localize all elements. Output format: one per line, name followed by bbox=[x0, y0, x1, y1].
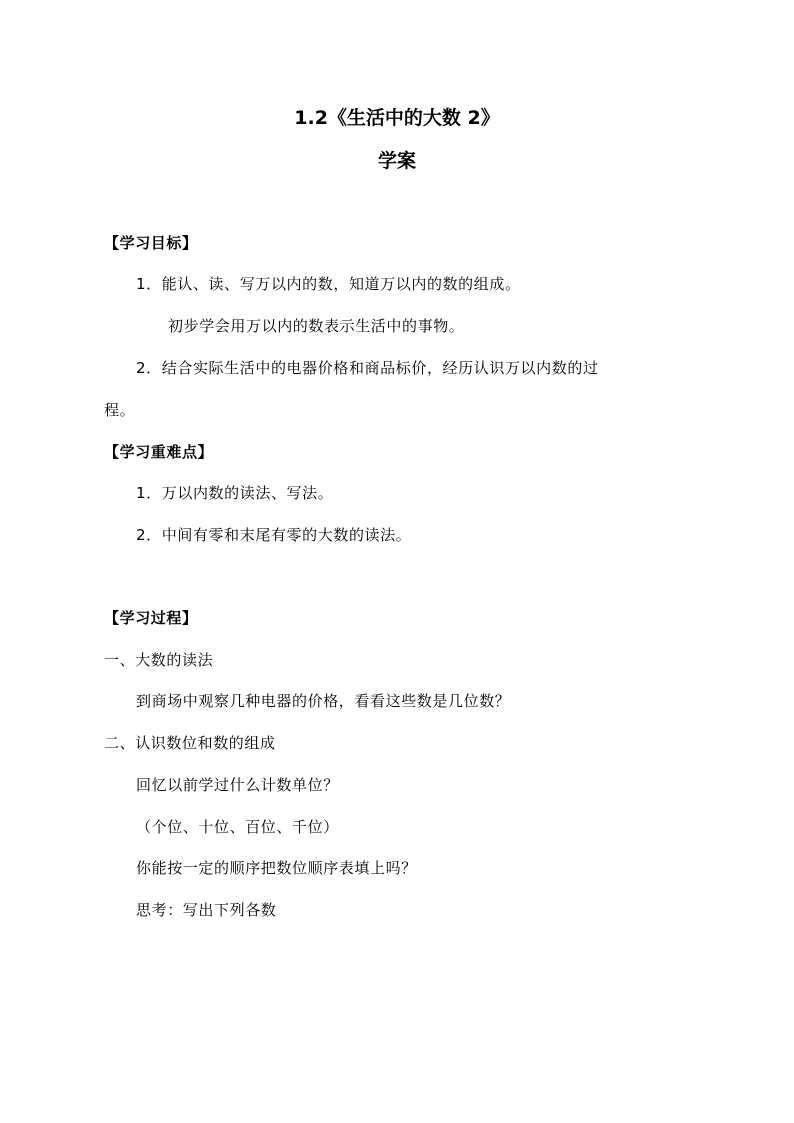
section-2-question-2: 你能按一定的顺序把数位顺序表填上吗？ bbox=[136, 859, 417, 877]
document-subtitle: 学案 bbox=[377, 150, 416, 172]
document-title: 1.2《生活中的大数 2》 bbox=[294, 107, 500, 129]
objectives-heading: 【学习目标】 bbox=[104, 234, 198, 252]
section-2-question-1: 回忆以前学过什么计数单位？ bbox=[136, 776, 339, 794]
process-heading: 【学习过程】 bbox=[104, 609, 198, 627]
section-1-text: 到商场中观察几种电器的价格，看看这些数是几位数？ bbox=[136, 692, 511, 710]
objective-item-1: 1．能认、读、写万以内的数，知道万以内的数的组成。 bbox=[136, 275, 521, 293]
objective-item-1-continued: 初步学会用万以内的数表示生活中的事物。 bbox=[168, 317, 465, 335]
objective-item-2: 2．结合实际生活中的电器价格和商品标价，经历认识万以内数的过 bbox=[136, 359, 599, 377]
key-point-item-2: 2．中间有零和末尾有零的大数的读法。 bbox=[136, 526, 412, 544]
section-2-title: 二、认识数位和数的组成 bbox=[104, 734, 276, 752]
key-points-heading: 【学习重难点】 bbox=[104, 443, 214, 461]
objective-item-2-continued: 程。 bbox=[104, 401, 136, 419]
section-2-answer-1: （个位、十位、百位、千位） bbox=[136, 818, 339, 836]
section-2-question-3: 思考：写出下列各数 bbox=[136, 901, 277, 919]
section-1-title: 一、大数的读法 bbox=[104, 651, 214, 669]
key-point-item-1: 1．万以内数的读法、写法。 bbox=[136, 484, 334, 502]
